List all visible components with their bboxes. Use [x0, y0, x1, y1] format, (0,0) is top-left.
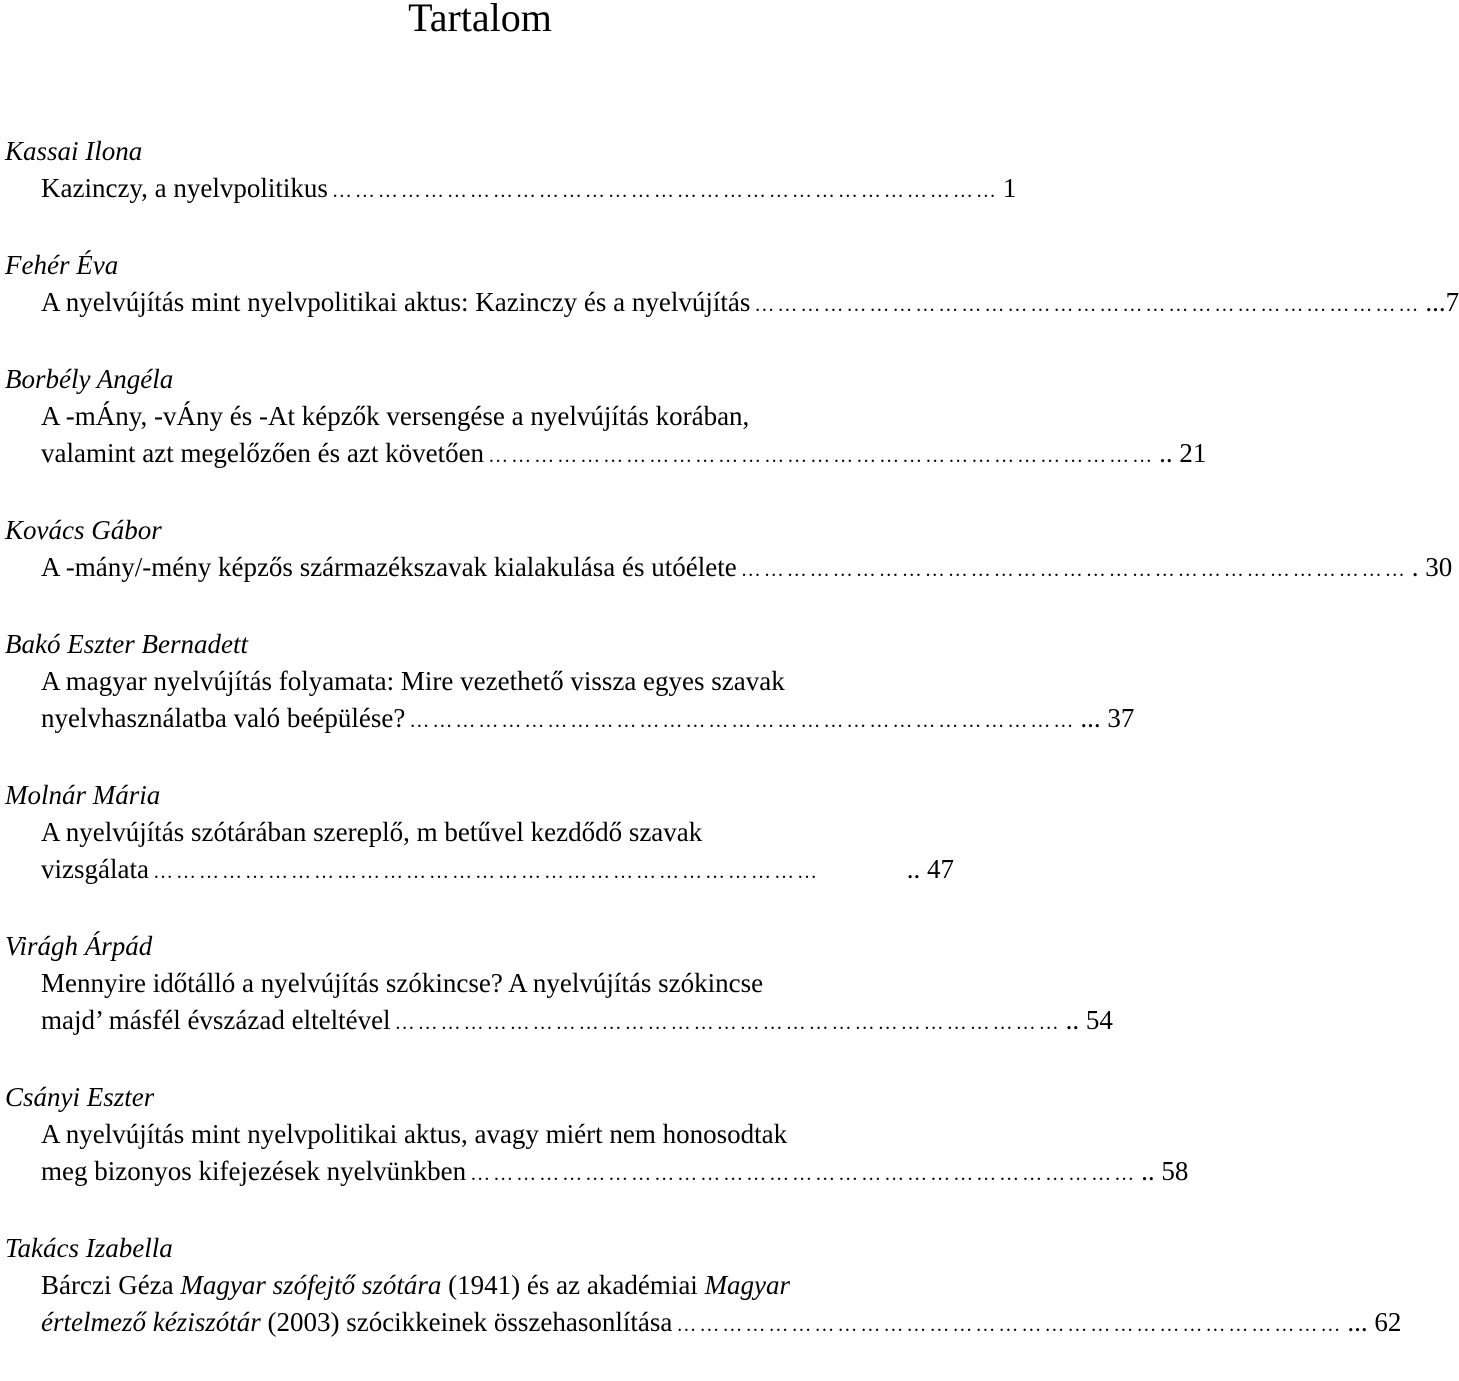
entry-title-line: A magyar nyelvújítás folyamata: Mire vezethető vissza egyes szavak [41, 666, 785, 696]
toc-entry [0, 626, 1135, 740]
dot-leader: …………………………………………………………………………… [470, 1163, 1138, 1185]
entry-title-line [0, 1153, 1189, 1193]
entry-title-part: Bárczi Géza [41, 1270, 181, 1300]
toc-entry [0, 361, 1207, 475]
toc-entry [0, 1230, 1402, 1344]
entry-title: A nyelvújítás mint nyelvpolitikai aktus: Kazinczy és a nyelvújítás [41, 287, 751, 317]
page-number: ... 37 [1080, 703, 1135, 733]
entry-author: Csányi Eszter [5, 1082, 155, 1112]
entry-title: nyelvhasználatba való beépülése? [41, 703, 406, 733]
dot-leader: …………………………………………………………………………… [488, 445, 1156, 467]
page-number: .. 54 [1065, 1005, 1113, 1035]
dot-leader: …………………………………………………………………………… [409, 710, 1077, 732]
entry-title: valamint azt megelőzően és azt követően [41, 438, 485, 468]
entry-title-line [0, 435, 1207, 475]
entry-author: Bakó Eszter Bernadett [5, 629, 248, 659]
entry-title-line [0, 1002, 1113, 1042]
entry-author: Kovács Gábor [5, 515, 162, 545]
entry-title: vizsgálata [41, 854, 149, 884]
toc-entry [0, 777, 960, 891]
dot-leader: …………………………………………………………………………… [394, 1012, 1062, 1034]
page-number: .. 47 [906, 854, 954, 884]
page-number: 1 [1002, 173, 1017, 203]
entry-title-line [0, 170, 1017, 210]
entry-author: Kassai Ilona [5, 136, 143, 166]
entry-title-line: A nyelvújítás szótárában szereplő, m betűvel kezdődő szavak [41, 817, 703, 847]
entry-author: Molnár Mária [5, 780, 161, 810]
entry-title: majd’ másfél évszázad elteltével [41, 1005, 391, 1035]
dot-leader: …………………………………………………………………………… [676, 1314, 1344, 1336]
page-number: .. 21 [1159, 438, 1207, 468]
entry-author: Fehér Éva [5, 250, 119, 280]
entry-title-line: A -mÁny, -vÁny és -At képzők versengése a nyelvújítás korában, [41, 401, 750, 431]
toc-entry [0, 1079, 1189, 1193]
entry-author: Virágh Árpád [5, 931, 153, 961]
page-number: .. 58 [1141, 1156, 1189, 1186]
book-title: értelmező kéziszótár [41, 1307, 261, 1337]
dot-leader: …………………………………………………………………………… [740, 559, 1408, 581]
dot-leader: …………………………………………………………………………… [331, 180, 999, 202]
entry-title-line [0, 1267, 960, 1304]
entry-title-line [0, 1304, 1402, 1344]
entry-title-line [0, 284, 1459, 324]
entry-title: Kazinczy, a nyelvpolitikus [41, 173, 328, 203]
page-number: ... 62 [1347, 1307, 1402, 1337]
toc-entry [0, 512, 1453, 589]
book-title: Magyar [704, 1270, 791, 1300]
entry-author: Borbély Angéla [5, 364, 174, 394]
dot-leader: …………………………………………………………………………… [754, 294, 1422, 316]
entry-title-part: (2003) szócikkeinek összehasonlítása [260, 1307, 673, 1337]
entry-title-line [0, 851, 960, 891]
entry-title-line: A nyelvújítás mint nyelvpolitikai aktus, avagy miért nem honosodtak [41, 1119, 788, 1149]
entry-author: Takács Izabella [5, 1233, 173, 1263]
toc-entry [0, 247, 1459, 324]
book-title: Magyar szófejtő szótára [180, 1270, 442, 1300]
entry-title-line [0, 549, 1453, 589]
page-number: ...7 [1425, 287, 1459, 317]
entry-title: A -mány/-mény képzős származékszavak kialakulása és utóélete [41, 552, 737, 582]
entry-title-line [0, 700, 1135, 740]
table-of-contents [0, 133, 1459, 1381]
page-title: Tartalom [408, 0, 552, 40]
page-number: . 30 [1411, 552, 1453, 582]
entry-title-line: Mennyire időtálló a nyelvújítás szókincse? A nyelvújítás szókincse [41, 968, 764, 998]
toc-entry [0, 928, 1113, 1042]
toc-entry [0, 133, 1017, 210]
entry-title: meg bizonyos kifejezések nyelvünkben [41, 1156, 467, 1186]
entry-title [41, 1304, 672, 1341]
entry-title-part: (1941) és az akadémiai [441, 1270, 705, 1300]
dot-leader: …………………………………………………………………………… [152, 861, 820, 883]
